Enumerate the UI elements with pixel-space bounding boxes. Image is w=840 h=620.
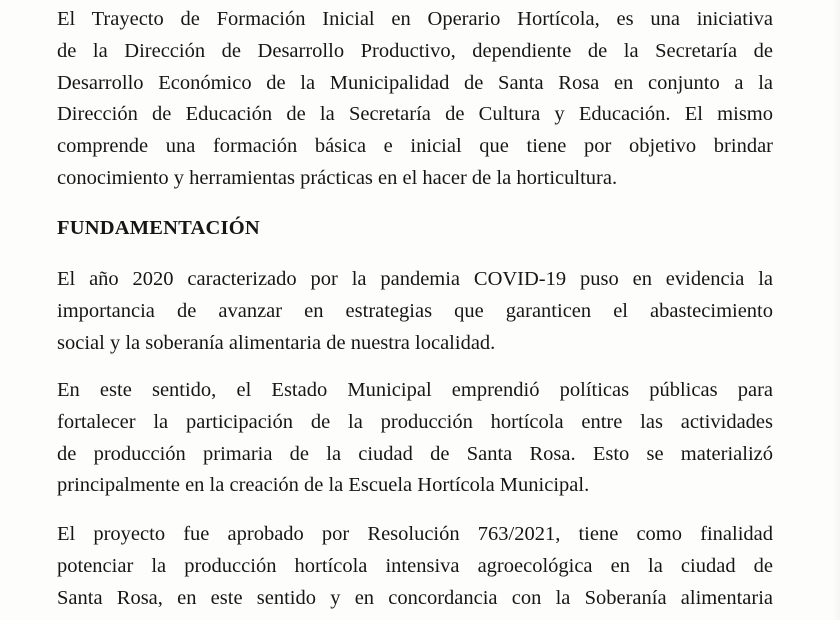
text-line: conocimiento y herramientas prácticas en el hacer de la horticultura. [57,166,618,189]
text-line: de producción primaria de la ciudad de Santa Rosa. Esto se materializó [57,442,773,465]
text-line: de la Dirección de Desarrollo Productivo, dependiente de la Secretaría de [57,39,773,62]
page-edge-shadow [832,0,840,620]
text-line: El Trayecto de Formación Inicial en Operario Hortícola, es una iniciativa [57,8,773,30]
text-line: El año 2020 caracterizado por la pandemia COVID-19 puso en evidencia la [57,268,773,290]
text-line: potenciar la producción hortícola intensiva agroecológica en la ciudad de [57,554,773,577]
text-line: fortalecer la participación de la producción hortícola entre las actividades [57,410,773,433]
section-heading: FUNDAMENTACIÓN [57,217,260,239]
text-line: comprende una formación básica e inicial que tiene por objetivo brindar [57,135,773,158]
paragraph-municipal-policy [57,375,773,502]
text-line: Desarrollo Económico de la Municipalidad de Santa Rosa en conjunto a la [57,71,773,94]
text-line: Santa Rosa, en este sentido y en concordancia con la Soberanía alimentaria [57,586,773,609]
text-line: Dirección de Educación de la Secretaría de Cultura y Educación. El mismo [57,103,773,126]
text-line: principalmente en la creación de la Escuela Hortícola Municipal. [57,474,590,497]
text-line: importancia de avanzar en estrategias que garanticen el abastecimiento [57,299,773,322]
text-line: En este sentido, el Estado Municipal emprendió políticas públicas para [57,379,773,401]
paragraph-pandemic [57,264,773,359]
paragraph-project [57,519,773,614]
intro-paragraph [57,4,773,195]
text-line: social y la soberanía alimentaria de nuestra localidad. [57,331,496,354]
text-line: El proyecto fue aprobado por Resolución 763/2021, tiene como finalidad [57,523,773,545]
